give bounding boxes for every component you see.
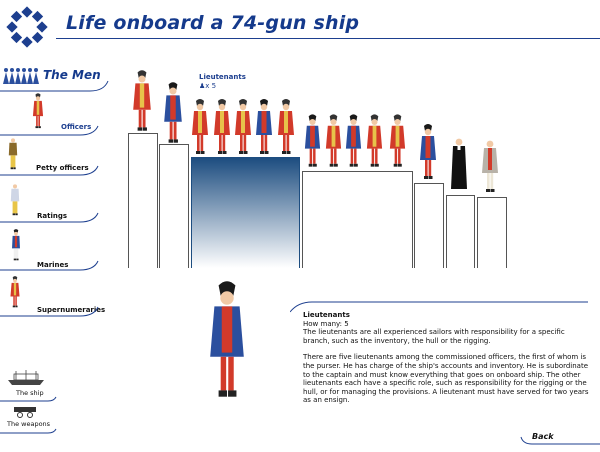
category-underline xyxy=(0,181,100,227)
app-title: Life onboard a 74-gun ship xyxy=(66,12,360,34)
lieutenant-figure[interactable] xyxy=(190,95,210,159)
category-underline xyxy=(0,90,100,136)
detail-count: How many: 5 xyxy=(303,319,349,328)
category-marines[interactable] xyxy=(0,228,96,272)
cannon-icon xyxy=(12,404,40,418)
rank-column-chaplain[interactable] xyxy=(446,195,475,268)
category-label: Officers xyxy=(61,123,92,131)
category-label: Petty officers xyxy=(36,164,89,172)
ensign-figure[interactable] xyxy=(303,109,322,173)
rank-column-purser[interactable] xyxy=(477,197,507,268)
detail-panel xyxy=(303,311,593,405)
nav-underline xyxy=(0,428,58,434)
selected-rank-label: Lieutenants xyxy=(199,73,246,81)
ensign-figure[interactable] xyxy=(344,109,363,173)
lieutenant-figure[interactable] xyxy=(276,95,296,159)
category-petty-officers[interactable] xyxy=(0,135,96,179)
category-supernumeraries[interactable] xyxy=(0,275,106,319)
chaplain-figure[interactable] xyxy=(449,130,469,196)
category-underline xyxy=(0,135,100,181)
lieutenant-figure[interactable] xyxy=(254,95,274,159)
lieutenant-large-figure xyxy=(206,276,248,404)
rank-column-lieutenants-selected[interactable] xyxy=(191,157,300,268)
back-label: Back xyxy=(532,432,554,441)
header-divider xyxy=(56,38,600,39)
selected-rank-count: ♟x 5 xyxy=(199,82,217,90)
category-label: Ratings xyxy=(37,212,68,220)
category-label: Marines xyxy=(37,261,69,269)
category-underline xyxy=(0,275,100,321)
category-label: Supernumeraries xyxy=(37,306,106,314)
ship-icon xyxy=(6,370,46,386)
ensign-figure[interactable] xyxy=(388,109,407,173)
back-button[interactable] xyxy=(520,432,600,446)
lieutenant-figure[interactable] xyxy=(212,95,232,159)
rank-column-surgeon[interactable] xyxy=(414,183,444,268)
detail-summary: The lieutenants are all experienced sailors with responsibility for a specific branch, such as the inventory, the hull or the rigging. xyxy=(303,328,565,345)
purser-figure[interactable] xyxy=(480,133,500,197)
rank-column-second[interactable] xyxy=(159,144,189,268)
nav-label: The ship xyxy=(16,389,44,397)
rank-column-ensigns[interactable] xyxy=(302,171,413,268)
the-weapons-button[interactable] xyxy=(2,404,58,430)
ensign-figure[interactable] xyxy=(324,109,343,173)
nav-label: The weapons xyxy=(7,420,51,428)
nav-underline xyxy=(0,396,58,402)
detail-title: Lieutenants xyxy=(303,311,350,319)
detail-description: There are five lieutenants among the commissioned officers, the first of whom is the purser. He has charge of the ship's accounts and inventory. He is subordinate to the captain and must know everything that goes on onboard ship. The other lieutenants each have a specific role, such as responsibility for the rigging or the hull, or for managing the provisions. A lieutenant must have served for two years as an ensign. xyxy=(303,353,589,405)
person-icon: ♟ xyxy=(199,82,206,90)
lieutenant-figure[interactable] xyxy=(233,95,253,159)
ensign-figure[interactable] xyxy=(365,109,384,173)
svg-text:M: M xyxy=(22,24,32,34)
commander-figure[interactable] xyxy=(162,80,184,146)
the-ship-button[interactable] xyxy=(4,370,52,398)
category-ratings[interactable] xyxy=(0,181,96,225)
back-underline xyxy=(520,436,600,446)
captain-figure[interactable] xyxy=(131,68,153,134)
category-officers[interactable] xyxy=(0,90,96,134)
category-underline xyxy=(0,228,100,274)
section-title-the-men: The Men xyxy=(43,68,101,82)
surgeon-figure[interactable] xyxy=(418,120,438,184)
rank-column-captain[interactable] xyxy=(128,133,158,268)
marinmuseum-logo xyxy=(6,6,48,48)
